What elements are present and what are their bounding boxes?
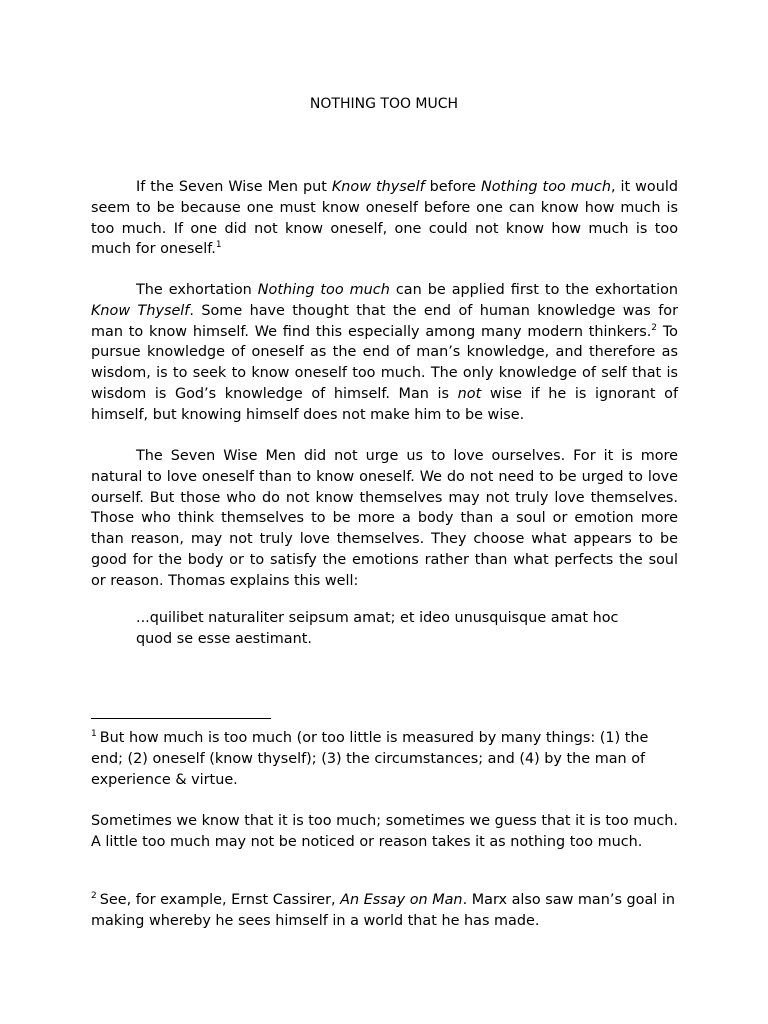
footnote-2-mark: 2: [91, 891, 97, 902]
paragraph-3-text: The Seven Wise Men did not urge us to love ourselves. For it is more natural to love oneself than to know oneself. We do not need to be urged to love ourself. But those who do not know themselves may not truly love themselves. Those who think themselves to be more a body than a soul or emotion more than reason, may not truly love themselves. They choose what appears to be good for the body or to satisfy the emotions rather than what perfects the soul or reason. Thomas explains this well:: [91, 448, 678, 589]
block-quote-line-1: ...quilibet naturaliter seipsum amat; et ideo unusquisque amat hoc: [136, 610, 619, 626]
footnote-1: [91, 728, 678, 790]
paragraph-1-italic-nothing-too-much: Nothing too much: [480, 179, 611, 195]
page-title: NOTHING TOO MUCH: [309, 96, 459, 112]
block-quote-line-2: quod se esse aestimant.: [136, 630, 312, 647]
paragraph-1-italic-know-thyself: Know thyself: [331, 179, 425, 195]
paragraph-2-text-a: The exhortation: [136, 282, 258, 298]
paragraph-2-text-e: wise if he is ignorant of himself, but knowing himself does not make him to be wise.: [91, 385, 679, 423]
footnote-ref-1[interactable]: 1: [215, 240, 222, 251]
footnote-2-italic-essay-on-man: An Essay on Man: [340, 892, 463, 908]
paragraph-1-text-b: before: [424, 179, 481, 195]
footnote-1-text: But how much is too much (or too little is measured by many things: (1) the end; (2) oneself (know thyself); (3) the circumstances; and (4) by the man of experience & virtue.: [91, 730, 649, 788]
paragraph-2-text-b: can be applied first to the exhortation: [389, 282, 678, 298]
paragraph-3: [91, 446, 678, 592]
paragraph-2-text-d: To pursue knowledge of oneself as the end of man’s knowledge, and therefore as wisdom, is to seek to know oneself too much. The only knowledge of self that is wisdom is God’s knowledge of himself. Man is: [91, 323, 678, 402]
paragraph-1: [91, 177, 678, 260]
footnote-separator: [91, 718, 271, 719]
footnote-ref-2[interactable]: 2: [651, 322, 658, 333]
footnote-1-continuation: Sometimes we know that it is too much; sometimes we guess that it is too much. A little too much may not be noticed or reason takes it as nothing too much.: [91, 813, 678, 850]
paragraph-2: [91, 280, 678, 426]
paragraph-2-italic-know-thyself: Know Thyself: [91, 302, 190, 319]
footnote-1-mark: 1: [91, 729, 97, 740]
paragraph-2-text-c: . Some have thought that the end of human knowledge was for man to know himself. We find this especially among many modern thinkers.: [91, 302, 678, 340]
paragraph-1-text-c: , it would seem to be because one must know oneself before one can know how much is too much. If one did not know oneself, one could not know how much is too much for oneself.: [91, 179, 678, 258]
footnote-2-text-a: See, for example, Ernst Cassirer,: [99, 892, 341, 908]
footnote-2-text-b: . Marx also saw man’s goal in making whereby he sees himself in a world that he has made.: [91, 892, 675, 929]
paragraph-2-italic-nothing-too-much: Nothing too much: [257, 282, 390, 298]
footnote-2: [91, 890, 678, 932]
block-quote: [136, 608, 656, 650]
paragraph-1-text-a: If the Seven Wise Men put: [136, 179, 332, 195]
paragraph-2-italic-not: not: [457, 385, 482, 402]
